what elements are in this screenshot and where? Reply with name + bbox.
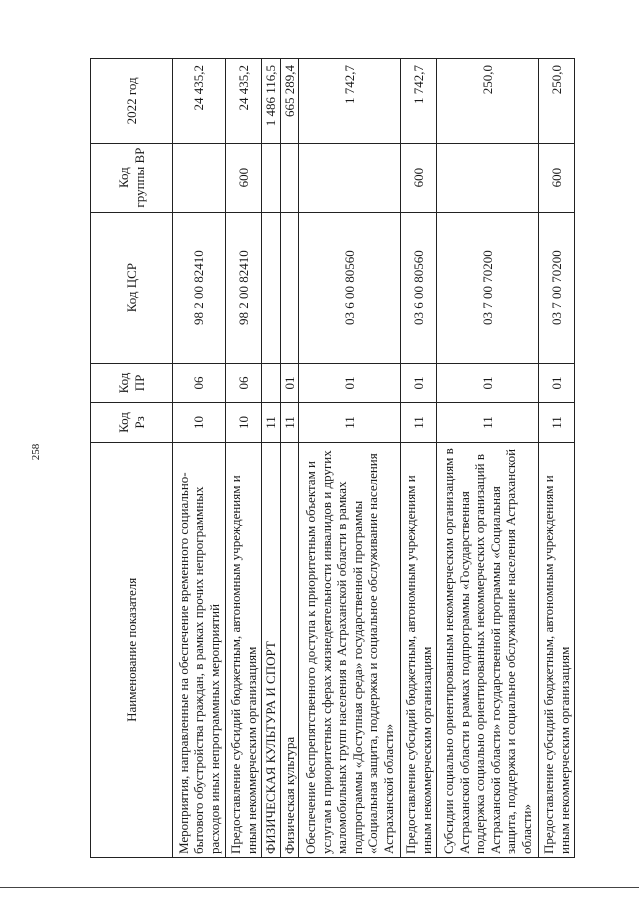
row-rz: 10 (226, 403, 262, 442)
page-number: 258 (30, 443, 42, 461)
table-row (539, 59, 575, 858)
bottom-divider-line (0, 887, 639, 888)
row-amount: 24 435,2 (226, 59, 262, 144)
row-csr: 98 2 00 82410 (173, 212, 226, 363)
row-name: Субсидии социально ориентированным некоммерческим организациям в Астраханской области в рамках подпрограммы «Государственная поддержка социально ориентированных некоммерческих организаций в Астраханской области» государственной программы «Социальная защита, поддержка и социальное обслуживание населения Астраханской области» (437, 442, 539, 857)
header-pr: Код ПР (91, 363, 173, 402)
row-pr: 01 (280, 363, 299, 402)
row-amount: 1 742,7 (299, 59, 401, 144)
row-name: Обеспечение беспрепятственного доступа к приоритетным объектам и услугам в приоритетных сферах жизнедеятельности инвалидов и других маломобильных групп населения в Астраханской области в рамках подпрограммы «Доступная среда» государственной программы «Социальная защита, поддержка и социальное обслуживание населения Астраханской области» (299, 442, 401, 857)
header-csr: Код ЦСР (91, 212, 173, 363)
row-pr: 01 (299, 363, 401, 402)
row-csr: 03 6 00 80560 (401, 212, 437, 363)
header-rz: Код Рз (91, 403, 173, 442)
table-row (299, 59, 401, 858)
table-row (401, 59, 437, 858)
row-pr: 01 (437, 363, 539, 402)
row-vr: 600 (401, 143, 437, 212)
row-amount: 1 486 116,5 (262, 59, 281, 144)
table-row (437, 59, 539, 858)
row-pr (262, 363, 281, 402)
row-vr: 600 (539, 143, 575, 212)
row-name: Предоставление субсидий бюджетным, автономным учреждениям и иным некоммерческим организациям (226, 442, 262, 857)
header-row (91, 59, 173, 858)
row-vr (299, 143, 401, 212)
table-row (280, 59, 299, 858)
table-row (226, 59, 262, 858)
row-vr: 600 (226, 143, 262, 212)
row-rz: 11 (539, 403, 575, 442)
header-name: Наименование показателя (91, 442, 173, 857)
row-name: Мероприятия, направленные на обеспечение временного социально-бытового обустройства граждан, в рамках прочих непрограммных расходов иных непрограммных мероприятий (173, 442, 226, 857)
row-pr: 01 (539, 363, 575, 402)
row-pr: 01 (401, 363, 437, 402)
row-amount: 250,0 (437, 59, 539, 144)
row-vr (437, 143, 539, 212)
row-pr: 06 (173, 363, 226, 402)
row-csr (262, 212, 281, 363)
row-vr (280, 143, 299, 212)
row-amount: 665 289,4 (280, 59, 299, 144)
budget-table-container (90, 58, 572, 858)
row-csr: 03 7 00 70200 (437, 212, 539, 363)
budget-table (90, 58, 575, 858)
row-amount: 250,0 (539, 59, 575, 144)
header-year: 2022 год (91, 59, 173, 144)
row-name: Предоставление субсидий бюджетным, автономным учреждениям и иным некоммерческим организациям (539, 442, 575, 857)
row-name: Предоставление субсидий бюджетным, автономным учреждениям и иным некоммерческим организациям (401, 442, 437, 857)
rotated-table-wrapper (90, 58, 572, 858)
row-csr (280, 212, 299, 363)
row-csr: 98 2 00 82410 (226, 212, 262, 363)
row-name: ФИЗИЧЕСКАЯ КУЛЬТУРА И СПОРТ (262, 442, 281, 857)
table-row (173, 59, 226, 858)
row-rz: 11 (299, 403, 401, 442)
row-rz: 11 (280, 403, 299, 442)
row-csr: 03 6 00 80560 (299, 212, 401, 363)
row-pr: 06 (226, 363, 262, 402)
header-vr: Код группы ВР (91, 143, 173, 212)
row-rz: 10 (173, 403, 226, 442)
row-vr (173, 143, 226, 212)
row-rz: 11 (401, 403, 437, 442)
row-vr (262, 143, 281, 212)
row-name: Физическая культура (280, 442, 299, 857)
row-amount: 1 742,7 (401, 59, 437, 144)
table-row (262, 59, 281, 858)
row-rz: 11 (437, 403, 539, 442)
row-amount: 24 435,2 (173, 59, 226, 144)
row-csr: 03 7 00 70200 (539, 212, 575, 363)
row-rz: 11 (262, 403, 281, 442)
